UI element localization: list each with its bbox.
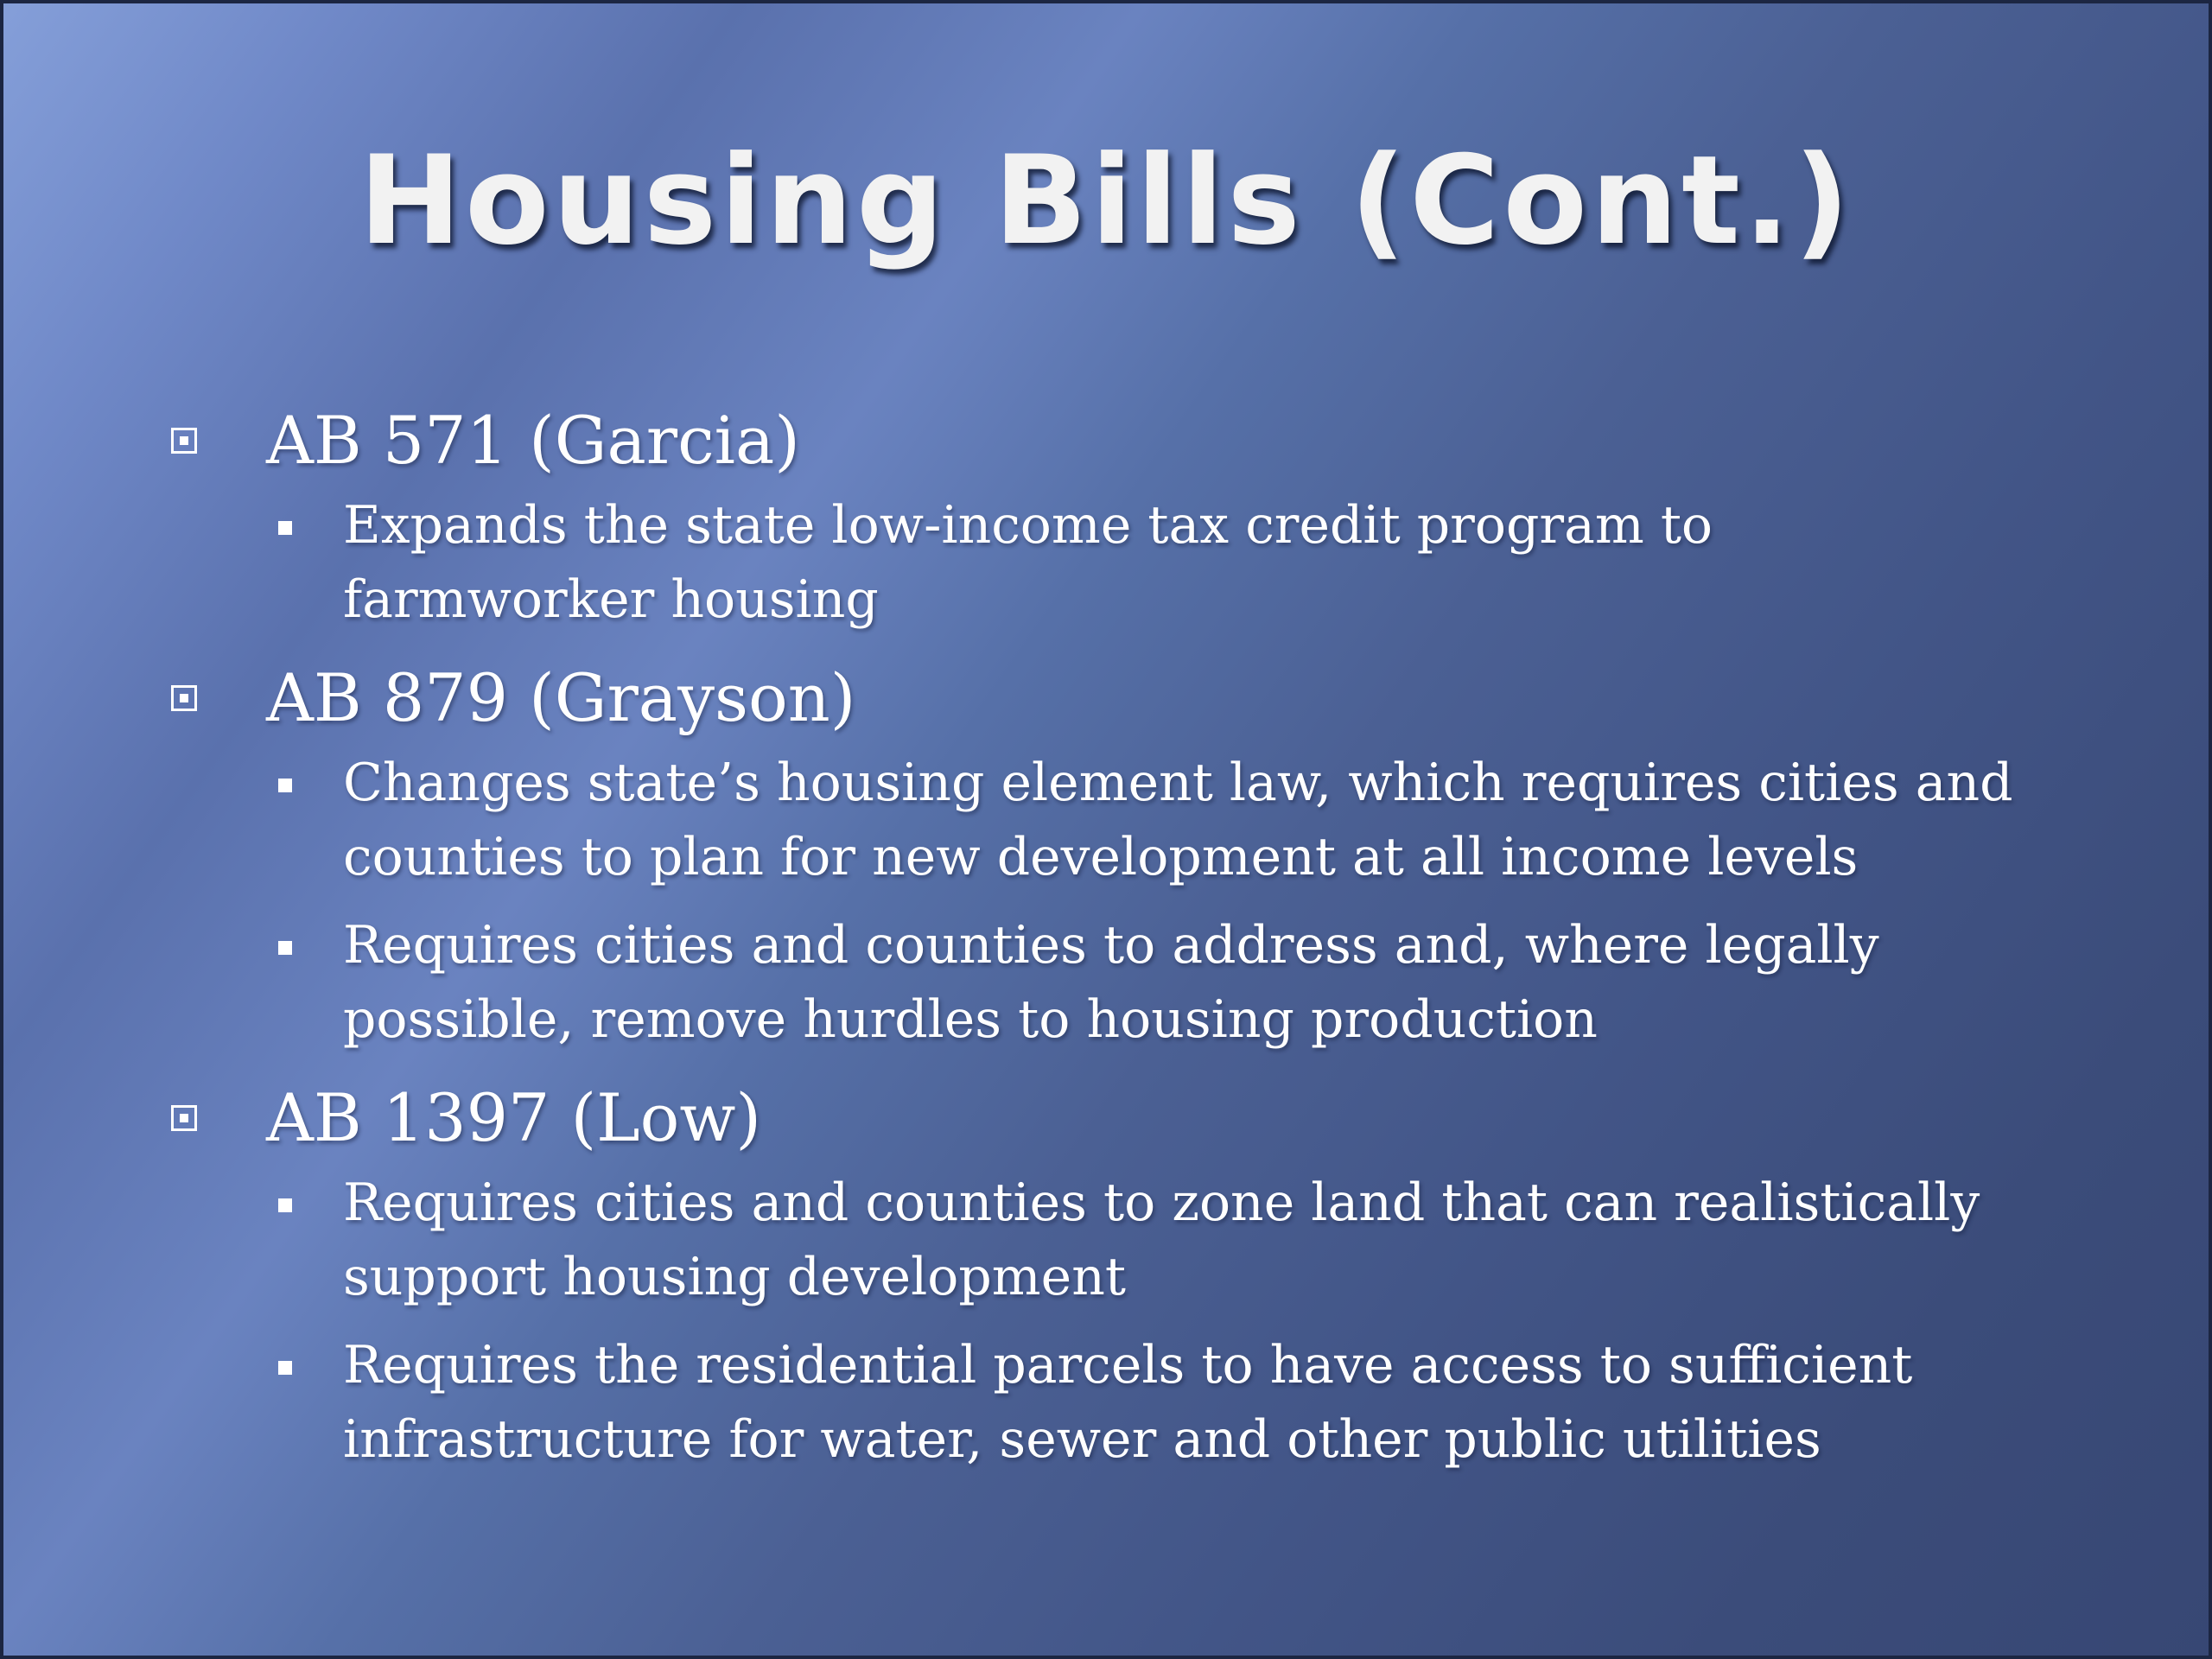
bill-point — [164, 488, 2108, 637]
bill-heading-text: AB 571 (Garcia) — [266, 402, 800, 479]
bill-ab-879 — [164, 651, 2108, 1057]
bill-heading — [164, 1071, 2108, 1166]
bill-points — [164, 488, 2108, 637]
bill-point — [164, 1328, 2108, 1477]
bill-point-text: Changes state’s housing element law, which requires cities and counties to plan for new development at all income levels — [343, 753, 2013, 887]
bill-ab-571 — [164, 393, 2108, 637]
bill-heading — [164, 651, 2108, 746]
bill-heading — [164, 393, 2108, 488]
square-bullet-icon — [278, 521, 292, 535]
bill-point-text: Requires the residential parcels to have access to sufficient infrastructure for water, sewer and other public utilities — [343, 1335, 1913, 1470]
bill-point — [164, 746, 2108, 894]
boxed-square-icon — [171, 428, 197, 454]
bill-points — [164, 1166, 2108, 1477]
bill-point-text: Requires cities and counties to address and, where legally possible, remove hurdles to housing production — [343, 915, 1879, 1050]
bill-point-text: Requires cities and counties to zone land that can realistically support housing development — [343, 1173, 1980, 1307]
bill-point-text: Expands the state low-income tax credit program to farmworker housing — [343, 495, 1713, 630]
square-bullet-icon — [278, 779, 292, 792]
bill-points — [164, 746, 2108, 1057]
boxed-square-icon — [171, 1105, 197, 1131]
square-bullet-icon — [278, 941, 292, 955]
bill-heading-text: AB 1397 (Low) — [266, 1079, 762, 1156]
bill-ab-1397 — [164, 1071, 2108, 1477]
boxed-square-icon — [171, 685, 197, 711]
slide-title: Housing Bills (Cont.) — [359, 130, 1853, 272]
square-bullet-icon — [278, 1198, 292, 1212]
slide-content — [164, 393, 2108, 1491]
bill-point — [164, 908, 2108, 1057]
bill-heading-text: AB 879 (Grayson) — [266, 659, 856, 736]
bill-point — [164, 1166, 2108, 1314]
square-bullet-icon — [278, 1361, 292, 1375]
